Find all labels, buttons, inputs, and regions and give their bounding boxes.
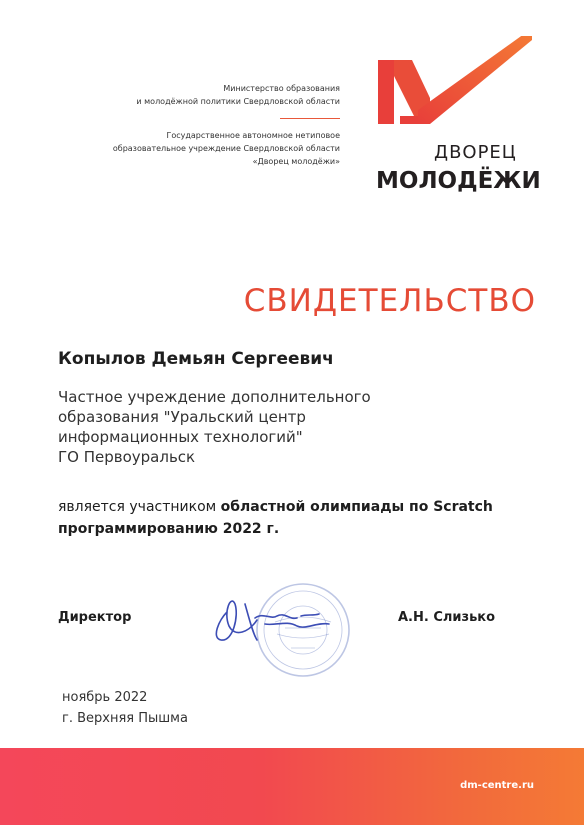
issue-place: г. Верхняя Пышма — [62, 711, 188, 726]
footer-band — [0, 748, 584, 825]
certificate-title: СВИДЕТЕЛЬСТВО — [243, 283, 536, 319]
participation-statement — [58, 496, 528, 540]
institution-line-2: образовательное учреждение Свердловской области — [112, 144, 340, 153]
issuer-block — [40, 82, 340, 168]
institution-line-3: «Дворец молодёжи» — [252, 157, 340, 166]
logo-text-line-1: ДВОРЕЦ — [434, 142, 517, 163]
institution-line-1: Государственное автономное нетиповое — [166, 131, 340, 140]
logo-mark-icon — [372, 36, 542, 140]
issue-date: ноябрь 2022 — [62, 690, 148, 705]
institution-text-line: информационных технологий" — [58, 428, 303, 446]
institution-text-line: образования "Уральский центр — [58, 408, 306, 426]
ministry-line-1: Министерство образования — [223, 84, 340, 93]
recipient-institution — [58, 387, 371, 467]
signatory-role: Директор — [58, 610, 132, 625]
director-signature-icon — [205, 590, 355, 650]
dvorets-molodezhi-logo — [372, 36, 542, 194]
signatory-name: А.Н. Слизько — [398, 610, 496, 625]
issuer-divider — [280, 118, 340, 119]
website-link[interactable]: dm-centre.ru — [460, 780, 534, 791]
recipient-name: Копылов Демьян Сергеевич — [58, 349, 334, 369]
logo-text-line-2: МОЛОДЁЖИ — [376, 168, 541, 194]
participation-prefix: является участником — [58, 499, 221, 515]
institution-text-line: ГО Первоуральск — [58, 448, 196, 466]
institution-text-line: Частное учреждение дополнительного — [58, 388, 371, 406]
ministry-line-2: и молодёжной политики Свердловской области — [136, 97, 340, 106]
issue-details — [62, 687, 188, 729]
participation-event: областной олимпиады по Scratch программированию 2022 г. — [58, 499, 493, 537]
